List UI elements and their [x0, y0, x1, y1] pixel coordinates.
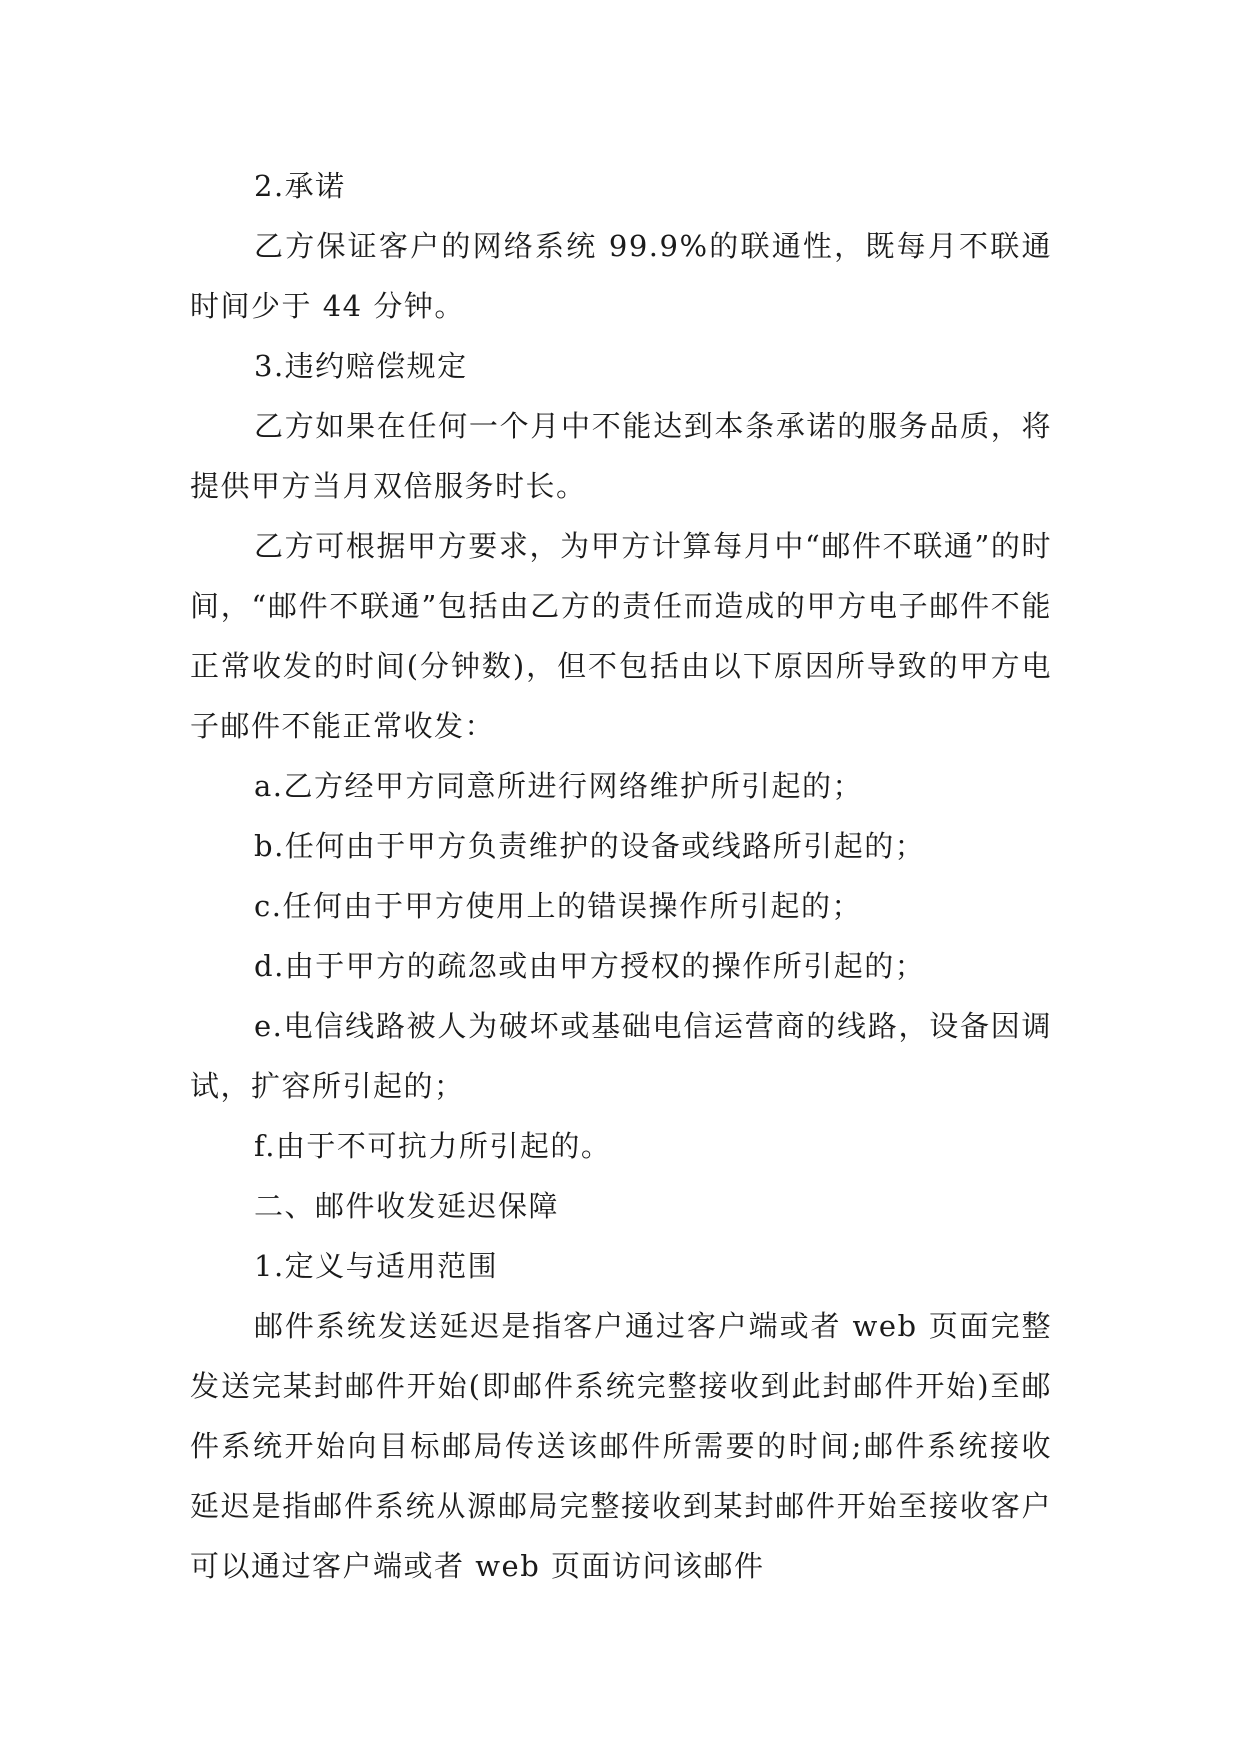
list-item-a: a.乙方经甲方同意所进行网络维护所引起的； [254, 769, 864, 803]
paragraph-breach-text: 乙方如果在任何一个月中不能达到本条承诺的服务品质，将提供甲方当月双倍服务时长。 [190, 409, 1052, 503]
subsection-heading-definition: 1.定义与适用范围 [254, 1249, 499, 1283]
list-item-d: d.由于甲方的疏忽或由甲方授权的操作所引起的； [254, 949, 926, 983]
list-item-b: b.任何由于甲方负责维护的设备或线路所引起的； [254, 829, 926, 863]
document-body [190, 156, 1052, 1596]
list-item-f: f.由于不可抗力所引起的。 [254, 1129, 612, 1163]
paragraph-delay-definition: 邮件系统发送延迟是指客户通过客户端或者 web 页面完整发送完某封邮件开始(即邮件系统完整接收到此封邮件开始)至邮件系统开始向目标邮局传送该邮件所需要的时间;邮件系统接收延迟是指邮件系统从源邮局完整接收到某封邮件开始至接收客户可以通过客户端或者 web 页面访问该邮件 [190, 1309, 1052, 1583]
section-heading-delay: 二、邮件收发延迟保障 [254, 1189, 560, 1223]
paragraph-outage-definition: 乙方可根据甲方要求，为甲方计算每月中“邮件不联通”的时间，“邮件不联通”包括由乙方的责任而造成的甲方电子邮件不能正常收发的时间(分钟数)，但不包括由以下原因所导致的甲方电子邮件不能正常收发： [190, 529, 1052, 743]
paragraph-commitment-heading: 2.承诺 [254, 169, 346, 203]
list-item-c: c.任何由于甲方使用上的错误操作所引起的； [254, 889, 862, 923]
paragraph-commitment-text: 乙方保证客户的网络系统 99.9%的联通性，既每月不联通时间少于 44 分钟。 [190, 229, 1052, 323]
paragraph-breach-heading: 3.违约赔偿规定 [254, 349, 468, 383]
list-item-e: e.电信线路被人为破坏或基础电信运营商的线路，设备因调试，扩容所引起的； [190, 1009, 1052, 1103]
